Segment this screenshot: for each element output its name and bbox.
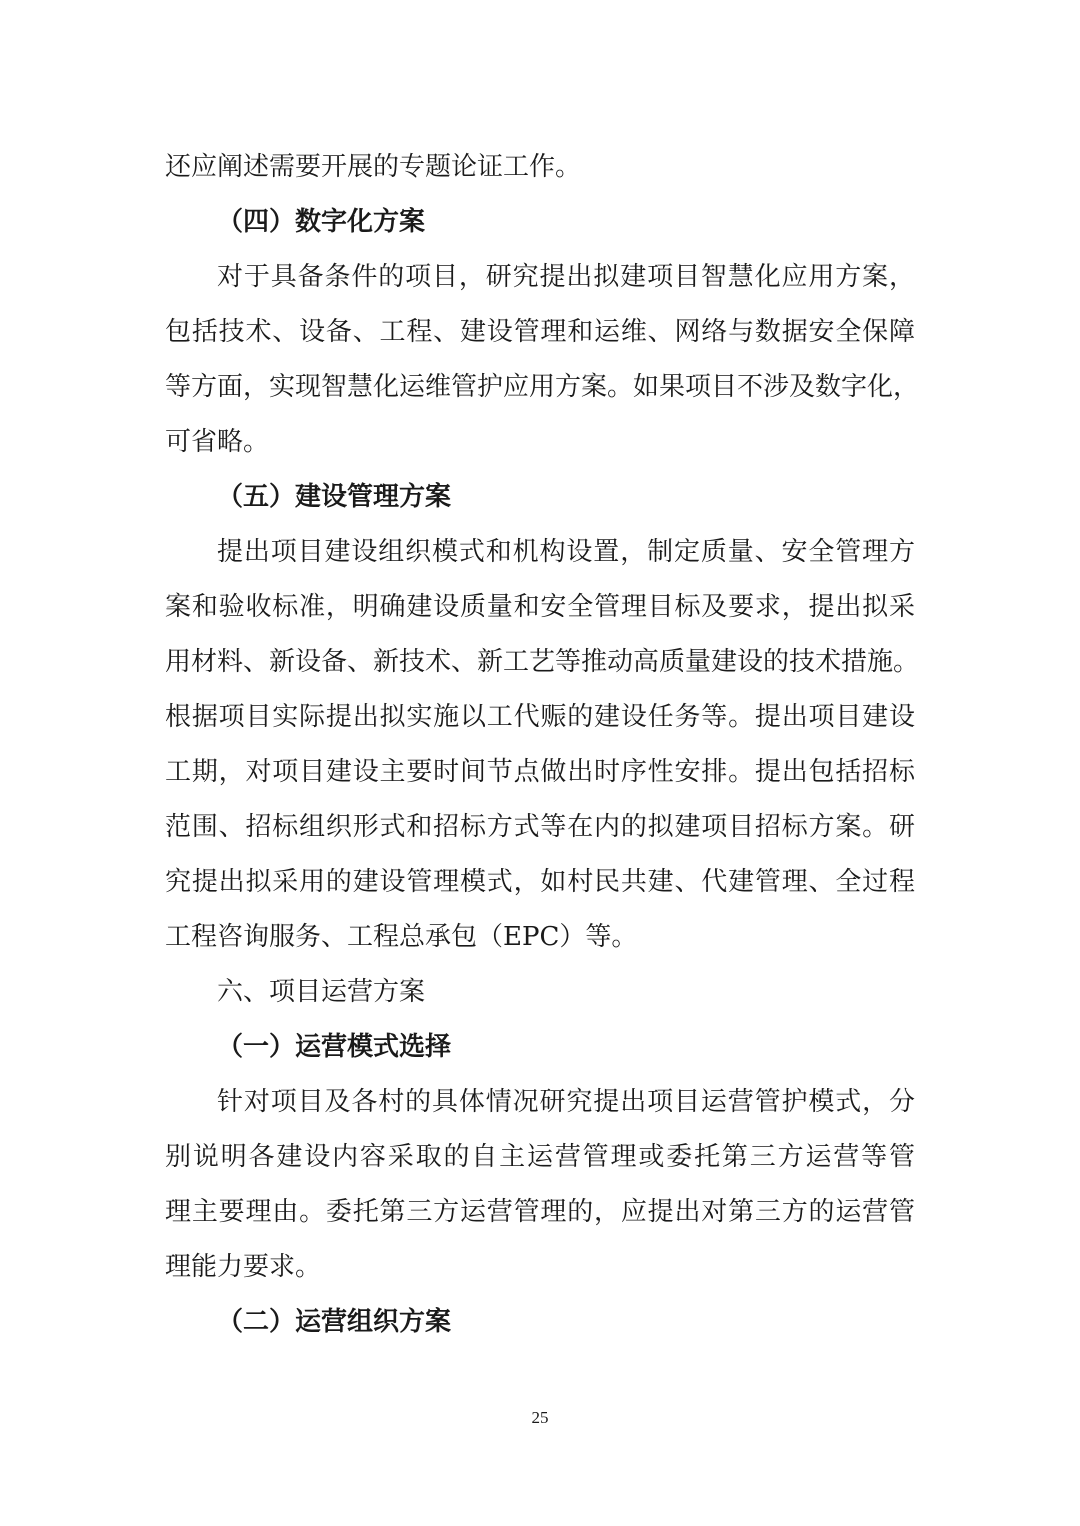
text-line: 用材料、新设备、新技术、新工艺等推动高质量建设的技术措施。: [165, 647, 920, 677]
text-line: 工期，对项目建设主要时间节点做出时序性安排。提出包括招标: [165, 757, 915, 787]
paragraph-digital-plan: [165, 250, 920, 470]
text-line: 别说明各建设内容采取的自主运营管理或委托第三方运营等管: [165, 1142, 915, 1172]
text-line: 究提出拟采用的建设管理模式，如村民共建、代建管理、全过程: [165, 867, 915, 897]
paragraph-operation-mode: [165, 1075, 915, 1295]
text-line: 针对项目及各村的具体情况研究提出项目运营管护模式，分: [217, 1087, 915, 1117]
text-line: 范围、招标组织形式和招标方式等在内的拟建项目招标方案。研: [165, 812, 915, 842]
text-line: 提出项目建设组织模式和机构设置，制定质量、安全管理方: [217, 537, 915, 567]
text-line: 包括技术、设备、工程、建设管理和运维、网络与数据安全保障: [165, 317, 915, 347]
text-line: 理主要理由。委托第三方运营管理的，应提出对第三方的运营管: [165, 1197, 915, 1227]
section-heading-construction-management: （五）建设管理方案: [217, 482, 452, 512]
section-heading-operation-mode: （一）运营模式选择: [217, 1032, 452, 1062]
text-line: 案和验收标准，明确建设质量和安全管理目标及要求，提出拟采: [165, 592, 915, 622]
text-line: 理能力要求。: [165, 1252, 322, 1282]
page-number: 25: [531, 1408, 549, 1427]
chapter-heading-operation-plan: 六、项目运营方案: [217, 977, 426, 1007]
text-line: 根据项目实际提出拟实施以工代赈的建设任务等。提出项目建设: [165, 702, 915, 732]
paragraph-continuation: [165, 140, 915, 195]
text-line: 可省略。: [165, 427, 270, 457]
section-heading-operation-organization: （二）运营组织方案: [217, 1307, 452, 1337]
page-content: [165, 140, 920, 1350]
text-line: 工程咨询服务、工程总承包（EPC）等。: [165, 922, 638, 952]
text-line: 对于具备条件的项目，研究提出拟建项目智慧化应用方案，: [217, 262, 915, 292]
text-line: 等方面，实现智慧化运维管护应用方案。如果项目不涉及数字化，: [165, 372, 920, 402]
text-line: 还应阐述需要开展的专题论证工作。: [165, 152, 582, 182]
section-heading-digital-plan: （四）数字化方案: [217, 207, 426, 237]
paragraph-construction-management: [165, 525, 920, 965]
